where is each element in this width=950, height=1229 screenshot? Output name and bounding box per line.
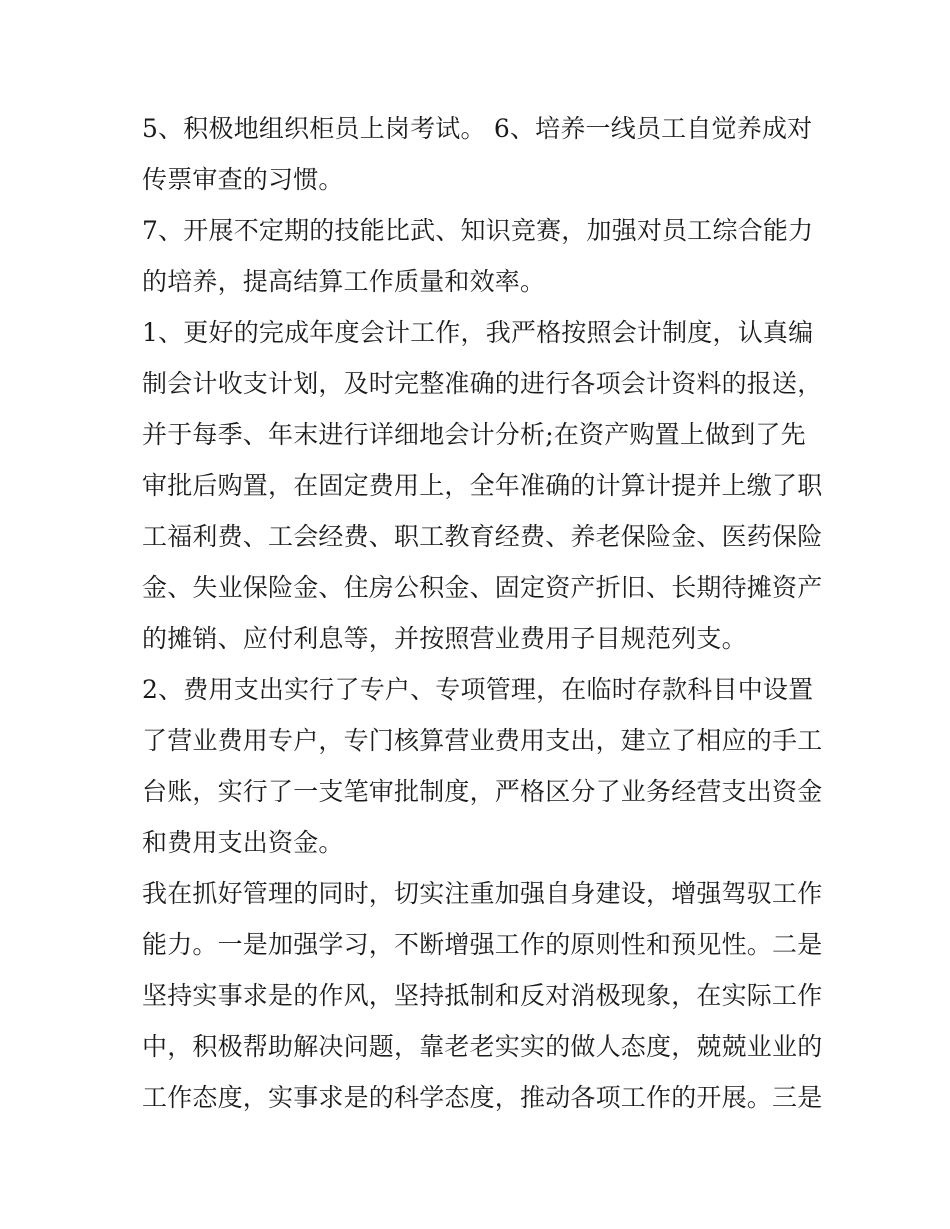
text-line: 5、积极地组织柜员上岗考试。 6、培养一线员工自觉养成对 [142, 114, 813, 143]
text-line: 2、费用支出实行了专户、专项管理，在临时存款科目中设置 [142, 675, 814, 704]
text-line: 中，积极帮助解决问题，靠老老实实的做人态度，兢兢业业的 [142, 1032, 823, 1061]
text-line: 坚持实事求是的作风，坚持抵制和反对消极现象，在实际工作 [142, 981, 823, 1010]
text-line: 和费用支出资金。 [142, 828, 344, 857]
text-line: 我在抓好管理的同时，切实注重加强自身建设，增强驾驭工作 [142, 879, 823, 908]
text-line: 审批后购置，在固定费用上，全年准确的计算计提并上缴了职 [142, 471, 823, 500]
text-line: 能力。一是加强学习，不断增强工作的原则性和预见性。二是 [142, 930, 823, 959]
text-line: 工作态度，实事求是的科学态度，推动各项工作的开展。三是 [142, 1083, 823, 1112]
text-line: 传票审查的习惯。 [142, 165, 344, 194]
text-line: 工福利费、工会经费、职工教育经费、养老保险金、医药保险 [142, 522, 823, 551]
text-line: 7、开展不定期的技能比武、知识竞赛，加强对员工综合能力 [142, 216, 814, 245]
document-body [142, 103, 823, 1123]
text-line: 1、更好的完成年度会计工作，我严格按照会计制度，认真编 [142, 318, 814, 347]
text-line: 制会计收支计划，及时完整准确的进行各项会计资料的报送， [142, 369, 823, 398]
text-line: 的摊销、应付利息等，并按照营业费用子目规范列支。 [142, 624, 747, 653]
text-line: 并于每季、年末进行详细地会计分析;在资产购置上做到了先 [142, 420, 806, 449]
text-line: 金、失业保险金、住房公积金、固定资产折旧、长期待摊资产 [142, 573, 823, 602]
text-line: 台账，实行了一支笔审批制度，严格区分了业务经营支出资金 [142, 777, 823, 806]
text-line: 的培养，提高结算工作质量和效率。 [142, 267, 546, 296]
text-line: 了营业费用专户，专门核算营业费用支出，建立了相应的手工 [142, 726, 823, 755]
